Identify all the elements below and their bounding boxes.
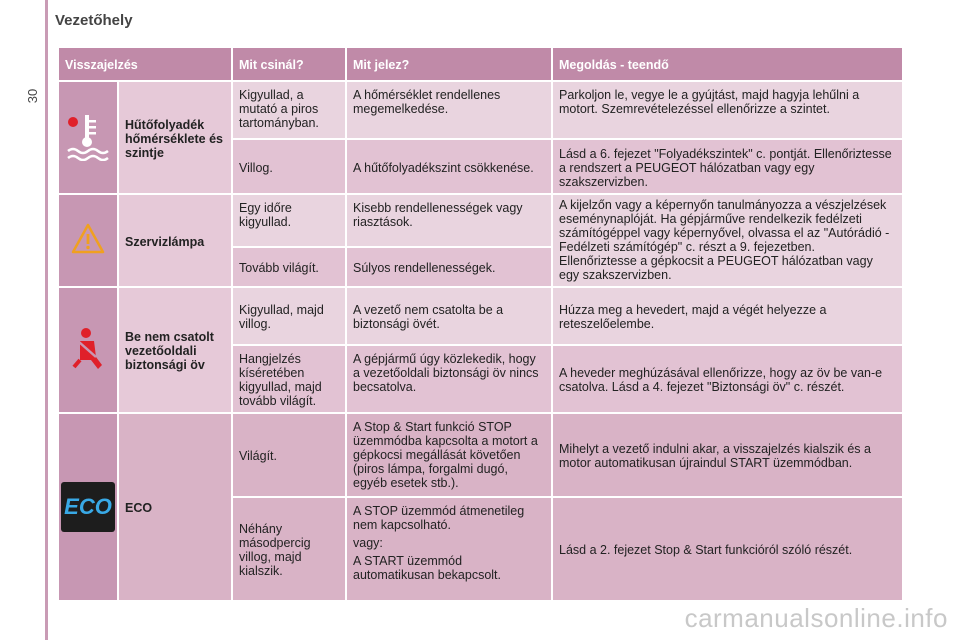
service-action-1: Egy időre kigyullad.	[232, 194, 346, 247]
header-meaning: Mit jelez?	[346, 47, 552, 81]
service-action-2: Tovább világít.	[232, 247, 346, 287]
eco-meaning-2-part-2: vagy:	[353, 536, 383, 550]
coolant-meaning-1: A hőmérséklet rendellenes megemelkedése.	[346, 81, 552, 139]
coolant-icon-cell	[58, 81, 118, 194]
page-number: 30	[24, 88, 40, 104]
eco-action-2: Néhány másodpercig villog, majd kialszik.	[232, 497, 346, 601]
coolant-solution-1: Parkoljon le, vegye le a gyújtást, majd hagyja lehűlni a motort. Szemrevételezéssel ellenőrizze a szintet.	[552, 81, 903, 139]
eco-meaning-1: A Stop & Start funkció STOP üzemmódba kapcsolta a motort a gépkocsi megállását követően (piros lámpa, forgalmi dugó, egyéb esetek stb.).	[346, 413, 552, 497]
coolant-name: Hűtőfolyadék hőmérséklete és szintje	[118, 81, 232, 194]
eco-icon-label: ECO	[64, 493, 112, 519]
seatbelt-meaning-2: A gépjármű úgy közlekedik, hogy a vezetőoldali biztonsági öv nincs becsatolva.	[346, 345, 552, 413]
seatbelt-icon	[70, 327, 106, 371]
seatbelt-meaning-1: A vezető nem csatolta be a biztonsági övét.	[346, 287, 552, 345]
header-action: Mit csinál?	[232, 47, 346, 81]
coolant-action-2: Villog.	[232, 139, 346, 194]
service-name: Szervizlámpa	[118, 194, 232, 287]
service-icon-cell	[58, 194, 118, 287]
seatbelt-action-2: Hangjelzés kíséretében kigyullad, majd tovább világít.	[232, 345, 346, 413]
seatbelt-solution-2: A heveder meghúzásával ellenőrizze, hogy az öv be van-e csatolva. Lásd a 4. fejezet "Biztonsági öv" c. részét.	[552, 345, 903, 413]
service-meaning-1: Kisebb rendellenességek vagy riasztások.	[346, 194, 552, 247]
coolant-meaning-2: A hűtőfolyadékszint csökkenése.	[346, 139, 552, 194]
eco-solution-2: Lásd a 2. fejezet Stop & Start funkcióról szóló részét.	[552, 497, 903, 601]
table-row	[58, 287, 903, 345]
eco-icon	[61, 482, 115, 532]
table-header-row	[58, 47, 903, 81]
coolant-solution-2: Lásd a 6. fejezet "Folyadékszintek" c. pontját. Ellenőriztesse a rendszert a PEUGEOT hálózatban vagy egy szakszervizben.	[552, 139, 903, 194]
eco-meaning-2	[346, 497, 552, 601]
eco-meaning-2-part-1: A STOP üzemmód átmenetileg nem kapcsolható.	[353, 504, 525, 532]
seatbelt-action-1: Kigyullad, majd villog.	[232, 287, 346, 345]
table-row	[58, 81, 903, 139]
eco-icon-cell	[58, 413, 118, 601]
header-visszajelzes: Visszajelzés	[58, 47, 232, 81]
warning-lights-table	[57, 46, 904, 602]
header-solution: Megoldás - teendő	[552, 47, 903, 81]
eco-meaning-2-part-3: A START üzemmód automatikusan bekapcsolt.	[353, 554, 502, 582]
watermark: carmanualsonline.info	[684, 603, 948, 633]
seatbelt-name: Be nem csatolt vezetőoldali biztonsági öv	[118, 287, 232, 413]
seatbelt-solution-1: Húzza meg a hevedert, majd a végét helyezze a reteszelőelembe.	[552, 287, 903, 345]
coolant-temperature-icon	[66, 111, 110, 161]
eco-action-1: Világít.	[232, 413, 346, 497]
service-warning-icon	[70, 222, 106, 256]
eco-solution-1: Mihelyt a vezető indulni akar, a visszajelzés kialszik és a motor automatikusan újraindul START üzemmódban.	[552, 413, 903, 497]
seatbelt-icon-cell	[58, 287, 118, 413]
eco-name: ECO	[118, 413, 232, 601]
service-meaning-2: Súlyos rendellenességek.	[346, 247, 552, 287]
service-solution: A kijelzőn vagy a képernyőn tanulmányozza a vészjelzések eseménynaplóját. Ha gépjárműve rendelkezik fedélzeti számítógéppel vagy képernyővel, olvassa el az "Autórádió - Fedélzeti számítógép" c. részt a 9. fejezetben. Ellenőriztesse a gépkocsit a PEUGEOT hálózatban vagy egy szakszervizben.	[552, 194, 903, 287]
coolant-action-1: Kigyullad, a mutató a piros tartományban.	[232, 81, 346, 139]
table-row	[58, 194, 903, 247]
page-header: Vezetőhely	[55, 12, 133, 29]
table-row	[58, 413, 903, 497]
